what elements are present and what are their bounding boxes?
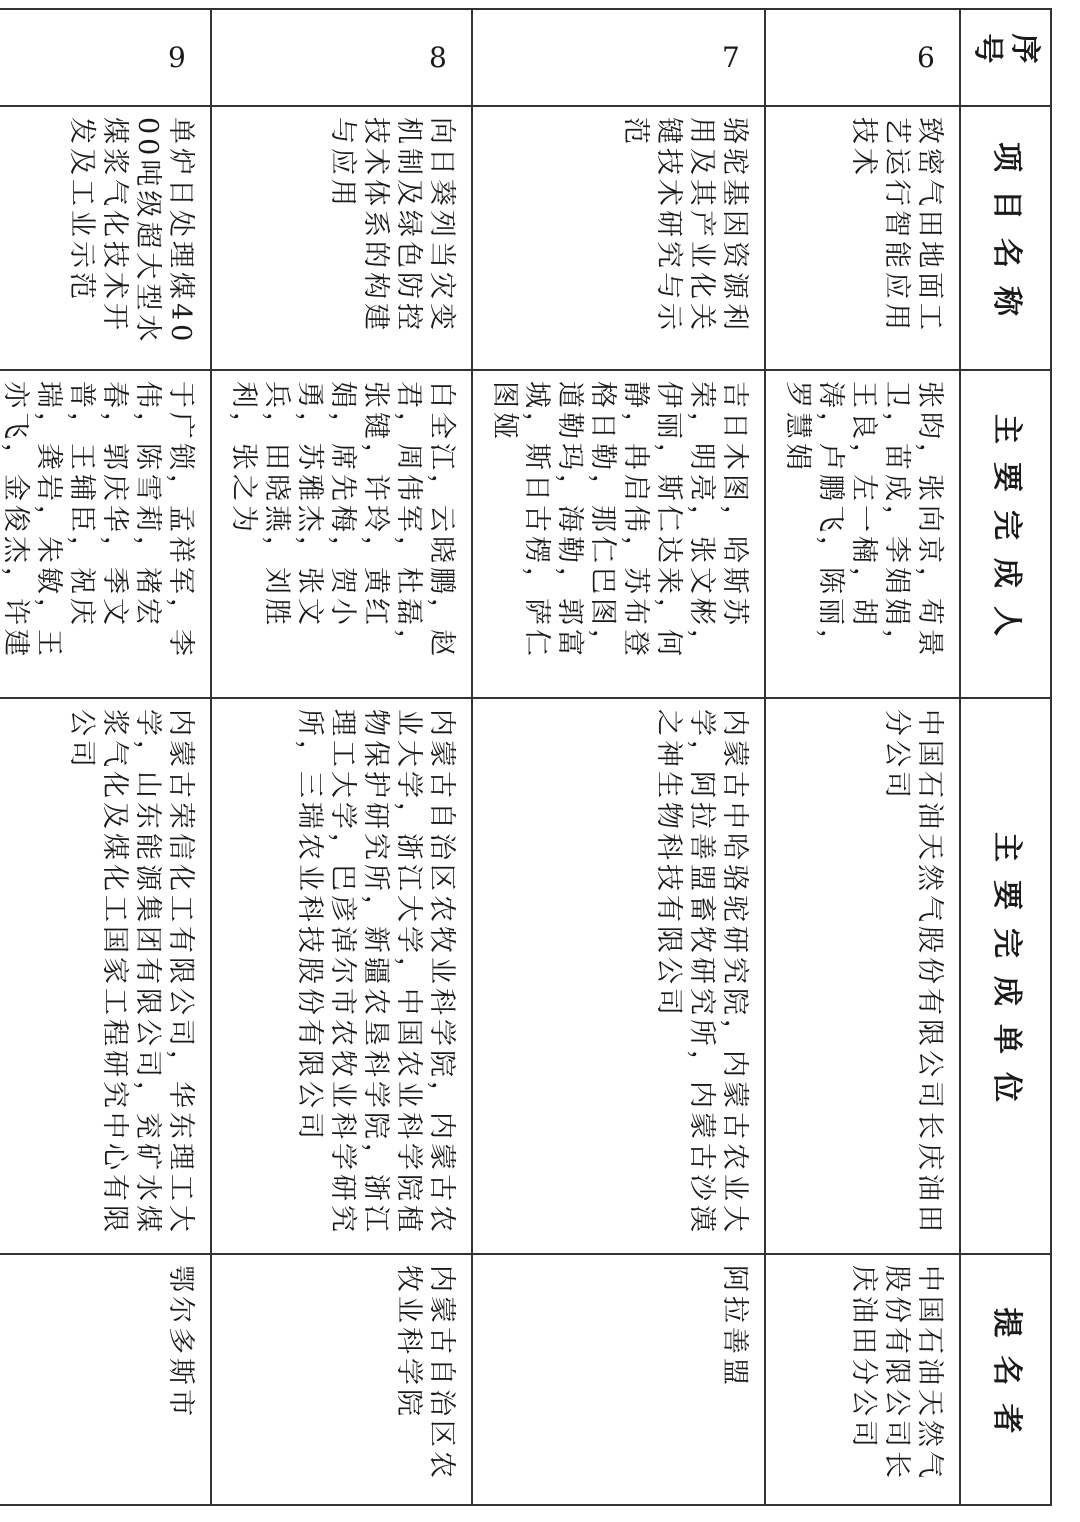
row-main-units: 内蒙古自治区农牧业科学院，内蒙古农业大学，浙江大学，中国农业科学院植物保护研究所，新疆农垦科学院，浙江理工大学，巴彦淖尔市农牧业科学研究所，三瑞农业科技股份有限公司 — [211, 698, 472, 1254]
award-project-table — [0, 8, 1052, 1506]
header-nominator: 提名者 — [960, 1254, 1051, 1505]
row-seq — [0, 9, 211, 106]
row-project-name: 向日葵列当灾变机制及绿色防控技术体系的构建与应用 — [211, 106, 472, 370]
row-seq-number: 8 — [428, 40, 451, 74]
row-project-name: 致密气田地面工艺运行智能应用技术 — [765, 106, 960, 370]
row-seq — [211, 9, 472, 106]
row-main-people: 白全江，云晓鹏，赵君，周伟军，杜磊，张键，许玲，黄红娟，席先梅，贺小勇，苏雅杰，张文兵，田晓燕，刘胜利，张之为 — [211, 370, 472, 698]
table-row — [765, 9, 960, 1505]
row-main-units: 中国石油天然气股份有限公司长庆油田分公司 — [765, 698, 960, 1254]
row-nominator: 内蒙古自治区农牧业科学院 — [211, 1254, 472, 1505]
row-main-units: 内蒙古中哈骆驼研究院，内蒙古农业大学，阿拉善盟畜牧研究所，内蒙古沙漠之神生物科技有限公司 — [472, 698, 766, 1254]
row-main-people: 吉日木图，哈斯苏荣，明亮，张文彬，伊丽，斯仁达来，何静，冉启伟，苏布登格日勒，那仁巴图，道勒玛，海勒，郭富城，斯日古楞，萨仁图娅 — [472, 370, 766, 698]
row-nominator: 中国石油天然气股份有限公司长庆油田分公司 — [765, 1254, 960, 1505]
row-seq-number: 6 — [916, 40, 939, 74]
table-row — [472, 9, 766, 1505]
row-main-people: 于广锁，孟祥军，李伟，陈雪莉，褚宏春，郭庆华，季文普，王辅臣，祝庆瑞，龚岩，朱敏，王亦飞，金俊杰，许建 — [0, 370, 211, 698]
table-row — [0, 9, 211, 1505]
row-main-people: 张昀，张向京，苟景卫，苗成，李娟娟，王良，左一楠，胡涛，卢鹏飞，陈丽，罗慧娟 — [765, 370, 960, 698]
row-main-units: 内蒙古荣信化工有限公司，华东理工大学，山东能源集团有限公司，兖矿水煤浆气化及煤化工国家工程研究中心有限公司 — [0, 698, 211, 1254]
table-header-row — [960, 9, 1051, 1505]
row-seq-number: 9 — [168, 40, 190, 74]
row-project-name: 骆驼基因资源利用及其产业化关键技术研究与示范 — [472, 106, 766, 370]
header-seq: 序号 — [960, 9, 1051, 106]
header-project-name: 项目名称 — [960, 106, 1051, 370]
row-seq — [472, 9, 766, 106]
header-main-units: 主要完成单位 — [960, 698, 1051, 1254]
row-nominator: 鄂尔多斯市 — [0, 1254, 211, 1505]
row-nominator: 阿拉善盟 — [472, 1254, 766, 1505]
row-seq-number: 7 — [722, 40, 744, 74]
table-row — [211, 9, 472, 1505]
row-seq — [765, 9, 960, 106]
row-project-name: 单炉日处理煤4000吨级超大型水煤浆气化技术开发及工业示范 — [0, 106, 211, 370]
header-main-people: 主要完成人 — [960, 370, 1051, 698]
